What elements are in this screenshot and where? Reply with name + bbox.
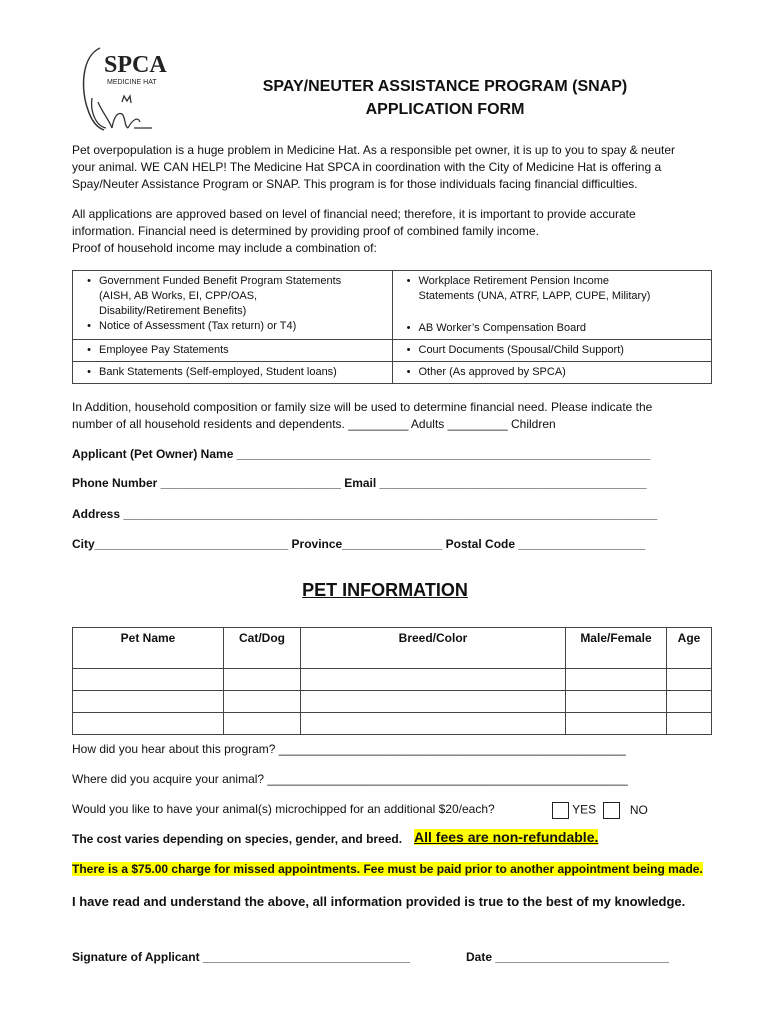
column-header: Breed/Color bbox=[301, 628, 566, 669]
yes-checkbox[interactable] bbox=[552, 802, 569, 819]
table-header-row bbox=[73, 628, 712, 669]
date-field[interactable]: Date __________________________ bbox=[466, 950, 669, 964]
column-header: Male/Female bbox=[566, 628, 667, 669]
table-row bbox=[73, 271, 712, 340]
approval-line: Proof of household income may include a combination of: bbox=[72, 241, 377, 255]
no-label: NO bbox=[629, 802, 648, 817]
income-proof-cell bbox=[392, 271, 712, 340]
non-refundable-notice: All fees are non-refundable. bbox=[414, 829, 599, 845]
table-row[interactable] bbox=[73, 713, 712, 735]
table-row[interactable] bbox=[73, 669, 712, 691]
household-line: In Addition, household composition or family size will be used to determine financial need. Please indicate the bbox=[72, 400, 653, 414]
applicant-name-field[interactable]: Applicant (Pet Owner) Name ______________________________________________________________ bbox=[72, 447, 651, 461]
bullet-icon: • bbox=[406, 366, 411, 378]
income-proof-cell bbox=[73, 340, 393, 362]
table-row[interactable] bbox=[73, 691, 712, 713]
form-title-line2: APPLICATION FORM bbox=[365, 101, 525, 118]
cost-varies-text: The cost varies depending on species, gender, and breed. bbox=[72, 832, 403, 846]
intro-paragraph bbox=[72, 142, 722, 193]
bullet-icon: • bbox=[87, 366, 91, 378]
pet-information-heading: PET INFORMATION bbox=[302, 580, 468, 600]
income-proof-cell bbox=[73, 362, 393, 384]
income-proof-item: Government Funded Benefit Program Statements (AISH, AB Works, EI, CPP/OAS, Disability/Retirement Benefits) bbox=[99, 275, 342, 317]
phone-email-field[interactable]: Phone Number ___________________________ Email ________________________________________ bbox=[72, 476, 647, 490]
bullet-icon: • bbox=[87, 344, 91, 356]
income-proof-item: Other (As approved by SPCA) bbox=[418, 366, 566, 378]
hear-about-question[interactable]: How did you hear about this program? ____________________________________________________ bbox=[72, 742, 626, 756]
city-province-postal-field[interactable]: City_____________________________ Province_______________ Postal Code ___________________ bbox=[72, 537, 646, 551]
yes-label: YES bbox=[572, 802, 597, 817]
approval-paragraph bbox=[72, 206, 722, 257]
table-cell[interactable] bbox=[566, 691, 667, 713]
bullet-icon: • bbox=[87, 275, 91, 287]
table-row bbox=[73, 340, 712, 362]
intro-line: Pet overpopulation is a huge problem in Medicine Hat. As a responsible pet owner, it is up to you to spay & neuter bbox=[72, 143, 676, 157]
table-cell[interactable] bbox=[301, 713, 566, 735]
table-cell[interactable] bbox=[224, 691, 301, 713]
approval-line: All applications are approved based on level of financial need; therefore, it is important to provide accurate bbox=[72, 207, 636, 221]
income-proof-cell bbox=[392, 362, 712, 384]
table-row bbox=[73, 362, 712, 384]
household-paragraph bbox=[72, 399, 722, 433]
bullet-icon: • bbox=[406, 344, 411, 356]
table-cell[interactable] bbox=[667, 691, 712, 713]
table-cell[interactable] bbox=[566, 669, 667, 691]
missed-appointment-notice: There is a $75.00 charge for missed appointments. Fee must be paid prior to another appointment being made. bbox=[72, 862, 703, 876]
income-proof-table bbox=[72, 270, 712, 384]
column-header: Pet Name bbox=[73, 628, 224, 669]
no-checkbox[interactable] bbox=[603, 802, 620, 819]
income-proof-cell bbox=[73, 271, 393, 340]
bullet-icon: • bbox=[87, 320, 91, 332]
intro-line: Spay/Neuter Assistance Program or SNAP. This program is for those individuals facing financial difficulties. bbox=[72, 177, 638, 191]
table-cell[interactable] bbox=[73, 713, 224, 735]
table-cell[interactable] bbox=[301, 691, 566, 713]
microchip-question-row bbox=[72, 802, 712, 816]
table-cell[interactable] bbox=[301, 669, 566, 691]
approval-line: information. Financial need is determined by providing proof of combined family income. bbox=[72, 224, 539, 238]
column-header: Cat/Dog bbox=[224, 628, 301, 669]
logo-text: SPCA bbox=[104, 52, 167, 78]
table-cell[interactable] bbox=[566, 713, 667, 735]
table-cell[interactable] bbox=[224, 713, 301, 735]
bullet-icon: • bbox=[406, 322, 411, 334]
table-cell[interactable] bbox=[667, 669, 712, 691]
microchip-question: Would you like to have your animal(s) microchipped for an additional $20/each? bbox=[72, 802, 495, 816]
income-proof-item: Court Documents (Spousal/Child Support) bbox=[418, 344, 624, 356]
table-cell[interactable] bbox=[73, 669, 224, 691]
signature-field[interactable]: Signature of Applicant _______________________________ bbox=[72, 950, 410, 964]
income-proof-cell bbox=[392, 340, 712, 362]
income-proof-item: Notice of Assessment (Tax return) or T4) bbox=[99, 320, 297, 332]
income-proof-item: Employee Pay Statements bbox=[99, 344, 229, 356]
table-cell[interactable] bbox=[667, 713, 712, 735]
pet-information-table bbox=[72, 627, 712, 735]
income-proof-item: Bank Statements (Self-employed, Student loans) bbox=[99, 366, 337, 378]
income-proof-item: Workplace Retirement Pension Income Statements (UNA, ATRF, LAPP, CUPE, Military) bbox=[418, 275, 651, 302]
form-title-line1: SPAY/NEUTER ASSISTANCE PROGRAM (SNAP) bbox=[262, 78, 628, 95]
acknowledgement-text: I have read and understand the above, all information provided is true to the best of my knowledge. bbox=[72, 894, 686, 909]
bullet-icon: • bbox=[406, 275, 411, 287]
acquire-question[interactable]: Where did you acquire your animal? ______________________________________________________ bbox=[72, 772, 628, 786]
address-field[interactable]: Address ________________________________________________________________________________ bbox=[72, 507, 658, 521]
column-header: Age bbox=[667, 628, 712, 669]
household-line[interactable]: number of all household residents and dependents. _________ Adults _________ Children bbox=[72, 417, 556, 431]
intro-line: your animal. WE CAN HELP! The Medicine Hat SPCA in coordination with the City of Medicine Hat is offering a bbox=[72, 160, 662, 174]
income-proof-item: AB Worker’s Compensation Board bbox=[418, 322, 587, 334]
table-cell[interactable] bbox=[224, 669, 301, 691]
logo-subtext: MEDICINE HAT bbox=[107, 79, 157, 86]
table-cell[interactable] bbox=[73, 691, 224, 713]
